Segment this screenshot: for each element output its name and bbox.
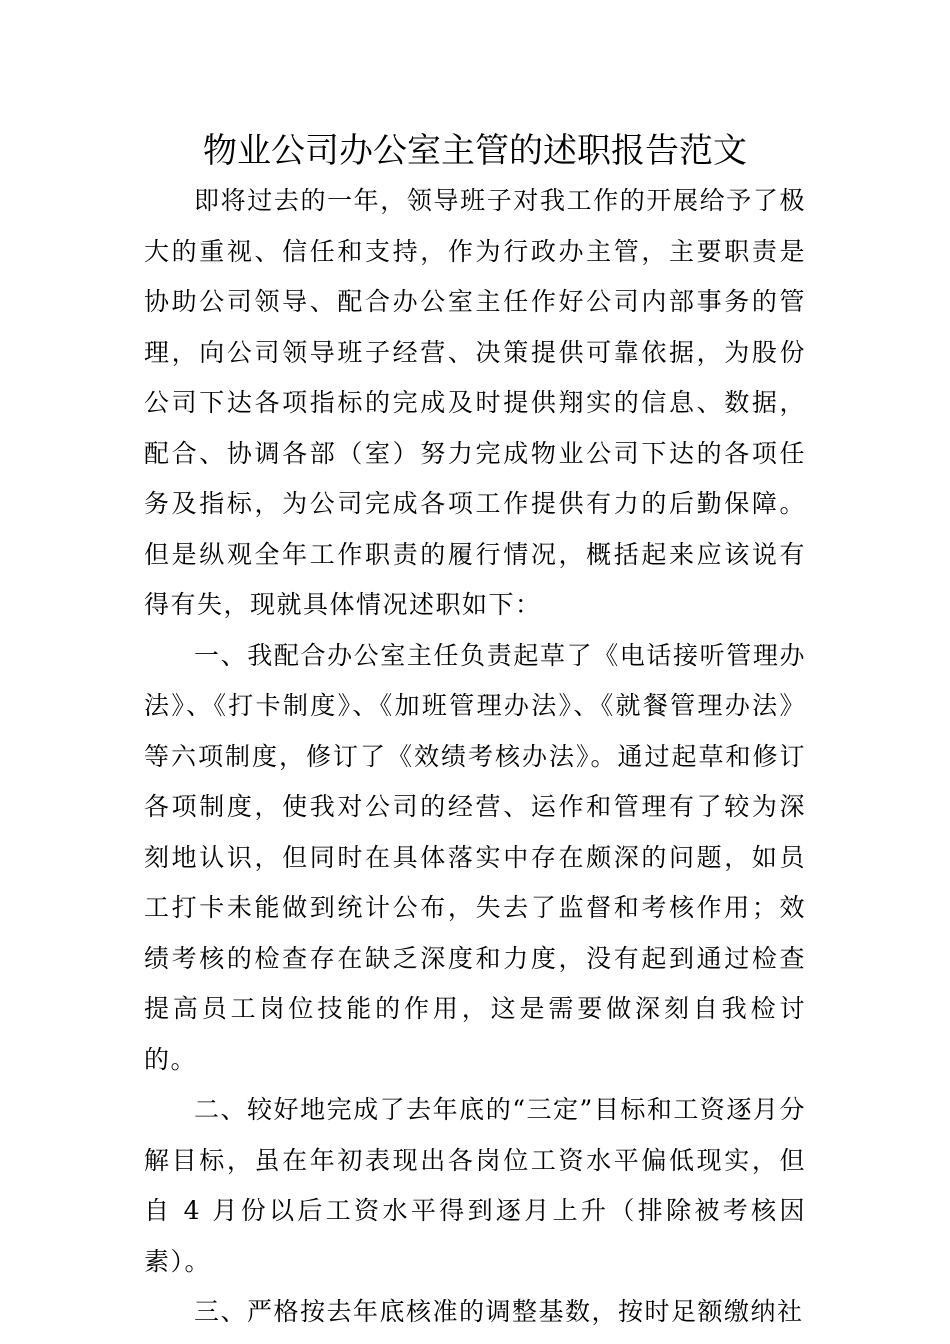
paragraph-intro: 即将过去的一年，领导班子对我工作的开展给予了极大的重视、信任和支持，作为行政办主管，主要职责是协助公司领导、配合办公室主任作好公司内部事务的管理，向公司领导班子经营、决策提供可靠依据，为股份公司下达各项指标的完成及时提供翔实的信息、数据，配合、协调各部（室）努力完成物业公司下达的各项任务及指标，为公司完成各项工作提供有力的后勤保障。但是纵观全年工作职责的履行情况，概括起来应该说有得有失，现就具体情况述职如下：: [144, 186, 806, 619]
document-body: [144, 176, 806, 1338]
document-title: 物业公司办公室主管的述职报告范文: [203, 131, 747, 171]
paragraph-item-1: 一、我配合办公室主任负责起草了《电话接听管理办法》、《打卡制度》、《加班管理办法》、《就餐管理办法》等六项制度，修订了《效绩考核办法》。通过起草和修订各项制度，使我对公司的经营、运作和管理有了较为深刻地认识，但同时在具体落实中存在颇深的问题，如员工打卡未能做到统计公布，失去了监督和考核作用；效绩考核的检查存在缺乏深度和力度，没有起到通过检查提高员工岗位技能的作用，这是需要做深刻自我检讨的。: [144, 640, 806, 1074]
paragraph-item-2: 二、较好地完成了去年底的“三定”目标和工资逐月分解目标，虽在年初表现出各岗位工资水平偏低现实，但自 4 月份以后工资水平得到逐月上升（排除被考核因素）。: [144, 1095, 806, 1276]
paragraph-item-3: 三、严格按去年底核准的调整基数，按时足额缴纳社: [194, 1297, 804, 1326]
